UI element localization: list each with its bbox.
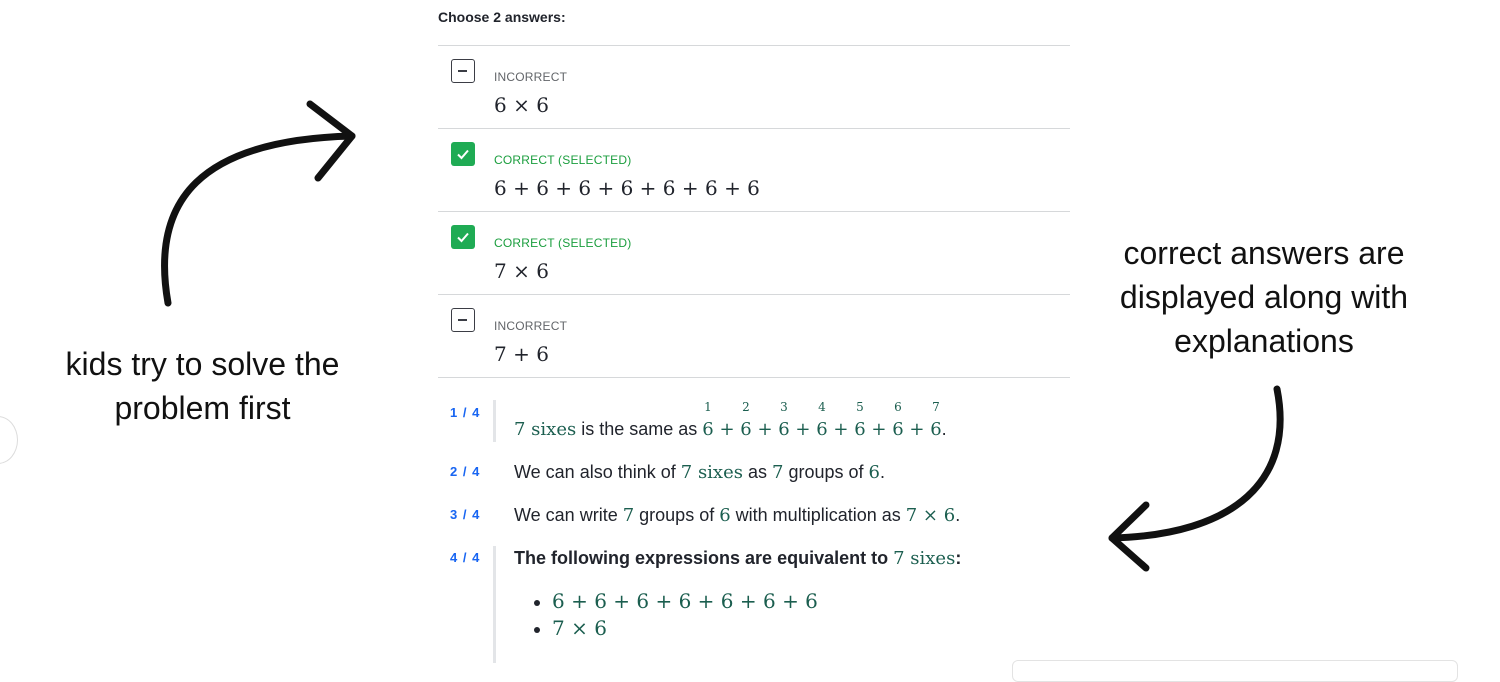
answer-choices bbox=[438, 45, 1070, 378]
list-item: • 6 + 6 + 6 + 6 + 6 + 6 + 6 bbox=[552, 588, 818, 615]
hint-1-counter[interactable]: 1 / 4 bbox=[450, 405, 481, 420]
right-arrow-head bbox=[1112, 505, 1146, 568]
choice-4-checkbox[interactable] bbox=[451, 308, 475, 332]
choice-3[interactable] bbox=[438, 211, 1070, 294]
choice-1-checkbox[interactable] bbox=[451, 59, 475, 83]
sum-expression: 1 6 + 2 6 + 3 6 + 4 6 + 5 6 + 6 6 + 7 6 bbox=[702, 400, 942, 440]
checkmark-icon bbox=[456, 230, 470, 244]
hint-3-counter[interactable]: 3 / 4 bbox=[450, 507, 481, 522]
left-arrow-head bbox=[310, 104, 352, 178]
left-arrow-curve bbox=[165, 136, 352, 303]
choice-2-checkbox[interactable] bbox=[451, 142, 475, 166]
choice-1-status: INCORRECT bbox=[494, 70, 568, 84]
term-label: 7 bbox=[932, 400, 940, 414]
choice-2-status: CORRECT (SELECTED) bbox=[494, 153, 632, 167]
choice-3-checkbox[interactable] bbox=[451, 225, 475, 249]
choice-2-expression: 6 + 6 + 6 + 6 + 6 + 6 + 6 bbox=[494, 176, 760, 200]
choice-2[interactable] bbox=[438, 128, 1070, 211]
hint-1-divider bbox=[493, 400, 496, 442]
bottom-panel-edge bbox=[1012, 660, 1458, 682]
list-item: • 7 × 6 bbox=[552, 615, 818, 642]
choice-1[interactable] bbox=[438, 45, 1070, 128]
question-prompt: Choose 2 answers: bbox=[438, 9, 566, 25]
checkmark-icon bbox=[456, 147, 470, 161]
term-label: 3 bbox=[780, 400, 788, 414]
hint-1-text: 7 sixes is the same as 1 6 + 2 6 + 3 6 + 4 6 + 5 6 + 6 6 + 7 6. bbox=[514, 400, 947, 440]
choice-3-status: CORRECT (SELECTED) bbox=[494, 236, 632, 250]
term-label: 5 bbox=[856, 400, 864, 414]
term-label: 2 bbox=[742, 400, 750, 414]
hint-4-divider bbox=[493, 546, 496, 663]
term-label: 6 bbox=[894, 400, 902, 414]
term-label: 4 bbox=[818, 400, 826, 414]
choice-3-expression: 7 × 6 bbox=[494, 259, 549, 283]
hint-3-text: We can write 7 groups of 6 with multiplication as 7 × 6. bbox=[514, 505, 961, 526]
choice-4-status: INCORRECT bbox=[494, 319, 568, 333]
hint-4-text: The following expressions are equivalent to 7 sixes: bbox=[514, 548, 962, 569]
choice-4-expression: 7 + 6 bbox=[494, 342, 549, 366]
side-round-control[interactable] bbox=[0, 416, 18, 464]
hint-2-counter[interactable]: 2 / 4 bbox=[450, 464, 481, 479]
hint-1-term: 7 sixes bbox=[514, 419, 577, 440]
hint-2-text: We can also think of 7 sixes as 7 groups of 6. bbox=[514, 462, 885, 483]
term-label: 1 bbox=[704, 400, 712, 414]
choice-1-expression: 6 × 6 bbox=[494, 93, 549, 117]
equivalent-expressions-list bbox=[536, 588, 818, 642]
right-arrow-curve bbox=[1112, 389, 1280, 538]
hint-4-counter[interactable]: 4 / 4 bbox=[450, 550, 481, 565]
left-annotation: kids try to solve the problem first bbox=[65, 346, 340, 426]
choice-4[interactable] bbox=[438, 294, 1070, 378]
right-annotation: correct answers are displayed along with explanations bbox=[1119, 235, 1409, 359]
